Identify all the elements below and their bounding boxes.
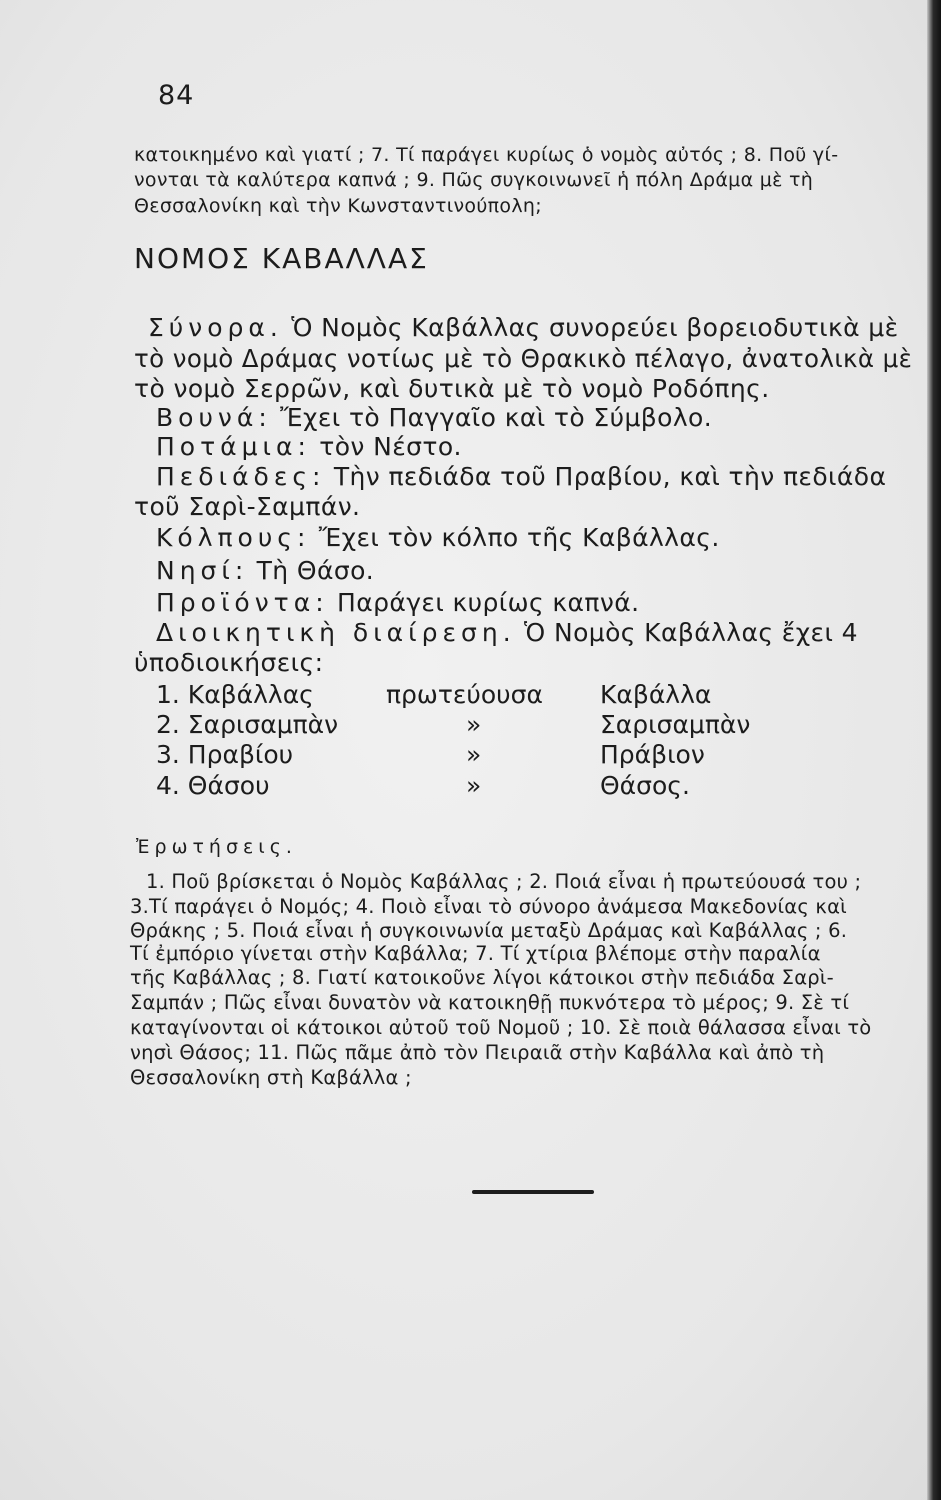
question-line-2: 3.Τί παράγει ὁ Νομός; 4. Ποιὸ εἶναι τὸ σύνορο ἀνάμεσα Μακεδονίας καὶ xyxy=(130,895,847,918)
plains-label: Πεδιάδες: xyxy=(156,462,326,491)
end-rule xyxy=(472,1190,594,1194)
question-line-4: Τί ἐμπόριο γίνεται στὴν Καβάλλα; 7. Τί χτίρια βλέπομε στὴν παραλία xyxy=(130,942,821,965)
plains-paragraph xyxy=(156,462,886,491)
question-line-1: 1. Ποῦ βρίσκεται ὁ Νομὸς Καβάλλας ; 2. Ποιά εἶναι ἡ πρωτεύουσά του ; xyxy=(146,870,862,893)
mountains-paragraph xyxy=(156,403,712,432)
borders-line-3: τὸ νομὸ Σερρῶν, καὶ δυτικὰ μὲ τὸ νομὸ Ροδόπης. xyxy=(134,374,770,403)
question-line-3: Θράκης ; 5. Ποιά εἶναι ἡ συγκοινωνία μεταξὺ Δράμας καὶ Καβάλλας ; 6. xyxy=(130,919,848,942)
rivers-label: Ποτάμια: xyxy=(156,432,311,461)
subdivision-role: » xyxy=(466,771,482,800)
plains-text: Τὴν πεδιάδα τοῦ Πραβίου, καὶ τὴν πεδιάδα xyxy=(333,462,887,491)
admin-label: Διοικητικὴ διαίρεση. xyxy=(156,618,516,647)
islands-label: Νησί: xyxy=(156,556,249,585)
question-line-7: καταγίνονται οἱ κάτοικοι αὐτοῦ τοῦ Νομοῦ ; 10. Σὲ ποιὰ θάλασσα εἶναι τὸ xyxy=(130,1016,872,1039)
admin-text: Ὁ Νομὸς Καβάλλας ἔχει 4 xyxy=(524,618,858,647)
gulfs-paragraph xyxy=(156,523,720,552)
subdivision-name: 1. Καβάλλας xyxy=(156,680,314,709)
subdivision-role: » xyxy=(466,710,482,739)
borders-label: Σύνορα. xyxy=(148,313,283,342)
subdivision-capital: Σαρισαμπὰν xyxy=(600,710,751,739)
borders-text: Ὁ Νομὸς Καβάλλας συνορεύει βορειοδυτικὰ μὲ xyxy=(291,313,899,342)
page-number: 84 xyxy=(158,80,195,111)
section-title: ΝΟΜΟΣ ΚΑΒΑΛΛΑΣ xyxy=(134,242,429,275)
mountains-label: Βουνά: xyxy=(156,403,272,432)
admin-paragraph xyxy=(156,618,858,647)
subdivision-name: 4. Θάσου xyxy=(156,771,270,800)
subdivision-capital: Καβάλλα xyxy=(600,680,712,709)
islands-text: Τὴ Θάσο. xyxy=(256,556,375,585)
admin-line-2: ὑποδιοικήσεις: xyxy=(134,648,324,677)
islands-paragraph xyxy=(156,556,374,585)
borders-paragraph xyxy=(148,313,899,342)
question-line-8: νησὶ Θάσος; 11. Πῶς πᾶμε ἀπὸ τὸν Πειραιᾶ στὴν Καβάλλα καὶ ἀπὸ τὴ xyxy=(130,1041,825,1064)
products-paragraph xyxy=(156,588,639,617)
subdivision-role: » xyxy=(466,740,482,769)
borders-line-2: τὸ νομὸ Δράμας νοτίως μὲ τὸ Θρακικὸ πέλαγο, ἀνατολικὰ μὲ xyxy=(134,344,913,373)
subdivision-capital: Πράβιον xyxy=(600,740,705,769)
subdivision-role: πρωτεύουσα xyxy=(386,680,543,709)
rivers-text: τὸν Νέστο. xyxy=(319,432,462,461)
intro-line-3: Θεσσαλονίκη καὶ τὴν Κωνσταντινούπολη; xyxy=(134,195,542,217)
intro-line-2: νονται τὰ καλύτερα καπνά ; 9. Πῶς συγκοινωνεῖ ἡ πόλη Δράμα μὲ τὴ xyxy=(134,169,814,191)
products-label: Προϊόντα: xyxy=(156,588,329,617)
question-line-6: Σαμπάν ; Πῶς εἶναι δυνατὸν νὰ κατοικηθῇ πυκνότερα τὸ μέρος; 9. Σὲ τί xyxy=(130,991,850,1014)
question-line-9: Θεσσαλονίκη στὴ Καβάλλα ; xyxy=(130,1066,412,1089)
gulfs-label: Κόλπους: xyxy=(156,523,311,552)
gulfs-text: Ἔχει τὸν κόλπο τῆς Καβάλλας. xyxy=(318,523,720,552)
subdivision-name: 3. Πραβίου xyxy=(156,740,294,769)
page-binding-edge xyxy=(927,0,941,1500)
questions-heading: Ἐρωτήσεις. xyxy=(136,836,297,858)
subdivision-capital: Θάσος. xyxy=(600,771,690,800)
mountains-text: Ἔχει τὸ Παγγαῖο καὶ τὸ Σύμβολο. xyxy=(280,403,713,432)
products-text: Παράγει κυρίως καπνά. xyxy=(337,588,640,617)
intro-line-1: κατοικημένο καὶ γιατί ; 7. Τί παράγει κυρίως ὁ νομὸς αὐτός ; 8. Ποῦ γί- xyxy=(134,144,839,166)
question-line-5: τῆς Καβάλλας ; 8. Γιατί κατοικοῦνε λίγοι κάτοικοι στὴν πεδιάδα Σαρὶ- xyxy=(130,966,834,989)
subdivision-name: 2. Σαρισαμπὰν xyxy=(156,710,339,739)
rivers-paragraph xyxy=(156,432,462,461)
plains-line-2: τοῦ Σαρὶ-Σαμπάν. xyxy=(134,492,361,521)
